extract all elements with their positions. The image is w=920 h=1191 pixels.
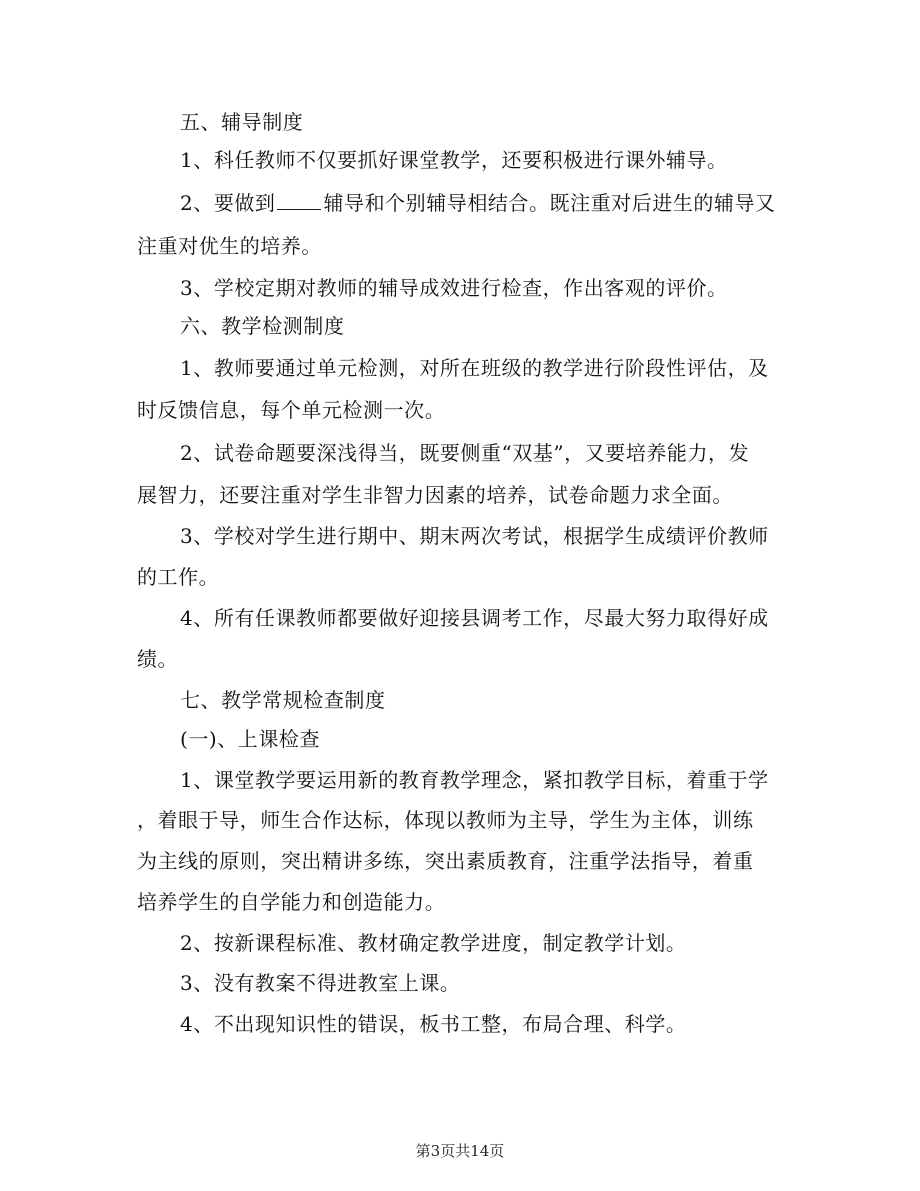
section-7-item-1-line-1: 1、课堂教学要运用新的教育教学理念，紧扣教学目标，着重于学 — [180, 768, 769, 792]
section-6-item-4-line-1: 4、所有任课教师都要做好迎接县调考工作，尽最大努力取得好成 — [180, 606, 769, 630]
page-number-footer: 第3页共14页 — [415, 1142, 505, 1160]
section-5-item-2-suffix: 辅导和个别辅导相结合。既注重对后进生的辅导又 — [323, 191, 776, 215]
section-5-item-2-prefix: 2、要做到 — [180, 191, 276, 215]
section-6-item-3-line-1: 3、学校对学生进行期中、期末两次考试，根据学生成绩评价教师 — [180, 524, 769, 548]
section-6-heading: 六、教学检测制度 — [180, 314, 345, 338]
section-7-heading: 七、教学常规检查制度 — [180, 688, 386, 712]
section-5-item-1: 1、科任教师不仅要抓好课堂教学，还要积极进行课外辅导。 — [180, 148, 728, 172]
section-6-item-1-line-1: 1、教师要通过单元检测，对所在班级的教学进行阶段性评估，及 — [180, 356, 769, 380]
section-7-item-1-line-2: ，着眼于导，师生合作达标，体现以教师为主导，学生为主体，训练 — [137, 808, 754, 832]
section-6-item-4-line-2: 绩。 — [137, 647, 179, 671]
section-7-item-1-line-4: 培养学生的自学能力和创造能力。 — [137, 890, 446, 914]
section-7-item-2: 2、按新课程标准、教材确定教学进度，制定教学计划。 — [180, 931, 687, 955]
section-6-item-2-line-1: 2、试卷命题要深浅得当，既要侧重“双基”，又要培养能力，发 — [180, 441, 750, 465]
section-6-item-1-line-2: 时反馈信息，每个单元检测一次。 — [137, 398, 446, 422]
section-7-subheading: (一)、上课检查 — [180, 727, 321, 751]
section-5-item-2-line-2: 注重对优生的培养。 — [137, 234, 322, 258]
section-5-item-2-line-1 — [180, 193, 776, 213]
section-7-item-1-line-3: 为主线的原则，突出精讲多练，突出素质教育，注重学法指导，着重 — [137, 849, 754, 873]
section-6-item-3-line-2: 的工作。 — [137, 565, 220, 589]
fill-in-blank — [277, 193, 321, 210]
section-5-item-3: 3、学校定期对教师的辅导成效进行检查，作出客观的评价。 — [180, 276, 728, 300]
section-6-item-2-line-2: 展智力，还要注重对学生非智力因素的培养，试卷命题力求全面。 — [137, 483, 733, 507]
section-7-item-3: 3、没有教案不得进教室上课。 — [180, 971, 461, 995]
section-7-item-4: 4、不出现知识性的错误，板书工整，布局合理、科学。 — [180, 1012, 687, 1036]
section-5-heading: 五、辅导制度 — [180, 110, 304, 134]
